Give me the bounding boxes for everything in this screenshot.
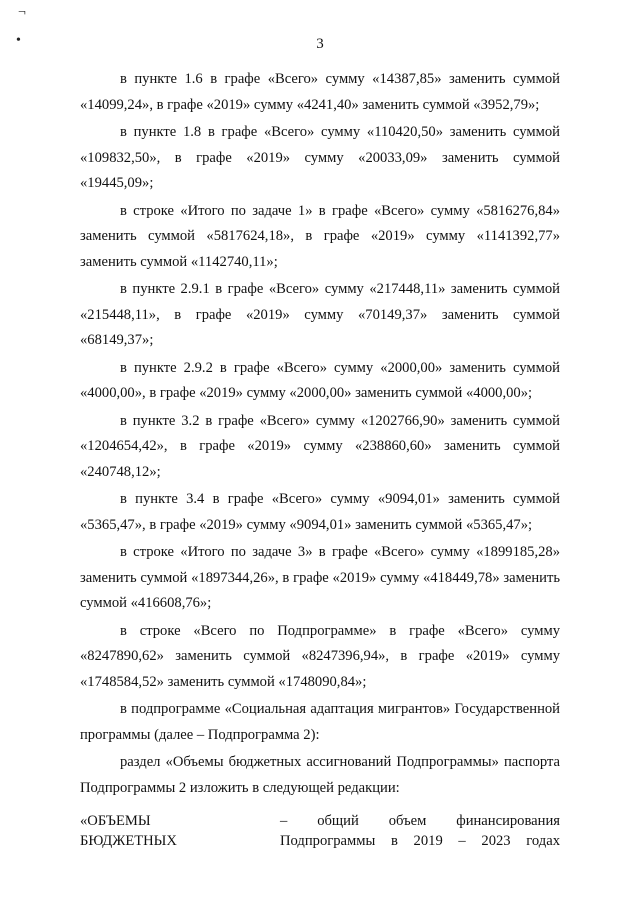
paragraph-item-3-4: в пункте 3.4 в графе «Всего» сумму «9094,01» заменить суммой «5365,47», в графе «2019» сумму «9094,01» заменить суммой «5365,47»; (80, 491, 560, 533)
table-right-column (280, 811, 560, 851)
table-right-line: – общий объем финансирования (280, 813, 560, 829)
table-right-line: Подпрограммы в 2019 – 2023 годах (280, 833, 560, 849)
paragraph-subprogram-2-intro: в подпрограмме «Социальная адаптация мигрантов» Государственной программы (далее – Подпрограмма 2): (80, 701, 560, 743)
scan-artifact-dot: • (16, 33, 21, 48)
scan-artifact-mark: ¬ (18, 5, 26, 20)
paragraph-item-1-8: в пункте 1.8 в графе «Всего» сумму «110420,50» заменить суммой «109832,50», в графе «2019» сумму «20033,09» заменить суммой «19445,09»; (80, 124, 560, 191)
paragraph-total-task-3: в строке «Итого по задаче 3» в графе «Всего» сумму «1899185,28» заменить суммой «1897344,26», в графе «2019» сумму «418449,78» заменить суммой «416608,76»; (80, 544, 560, 611)
paragraph-passport-section: раздел «Объемы бюджетных ассигнований Подпрограммы» паспорта Подпрограммы 2 изложить в следующей редакции: (80, 754, 560, 796)
document-body (80, 67, 560, 851)
page-number: 3 (316, 36, 324, 52)
table-left-column (80, 811, 280, 851)
paragraph-item-2-9-1: в пункте 2.9.1 в графе «Всего» сумму «217448,11» заменить суммой «215448,11», в графе «2019» сумму «70149,37» заменить суммой «68149,37»; (80, 281, 560, 348)
paragraph-item-3-2: в пункте 3.2 в графе «Всего» сумму «1202766,90» заменить суммой «1204654,42», в графе «2019» сумму «238860,60» заменить суммой «240748,12»; (80, 412, 560, 480)
table-left-line: БЮДЖЕТНЫХ (80, 833, 177, 849)
table-left-line: «ОБЪЕМЫ (80, 813, 151, 829)
passport-table-fragment (80, 811, 560, 851)
paragraph-item-1-6: в пункте 1.6 в графе «Всего» сумму «14387,85» заменить суммой «14099,24», в графе «2019» сумму «4241,40» заменить суммой «3952,79»; (80, 71, 560, 113)
paragraph-total-subprogram: в строке «Всего по Подпрограмме» в графе «Всего» сумму «8247890,62» заменить суммой «8247396,94», в графе «2019» сумму «1748584,52» заменить суммой «1748090,84»; (80, 622, 560, 690)
paragraph-total-task-1: в строке «Итого по задаче 1» в графе «Всего» сумму «5816276,84» заменить суммой «5817624,18», в графе «2019» сумму «1141392,77» заменить суммой «1142740,11»; (80, 202, 560, 270)
paragraph-item-2-9-2: в пункте 2.9.2 в графе «Всего» сумму «2000,00» заменить суммой «4000,00», в графе «2019» сумму «2000,00» заменить суммой «4000,00»; (80, 359, 560, 401)
